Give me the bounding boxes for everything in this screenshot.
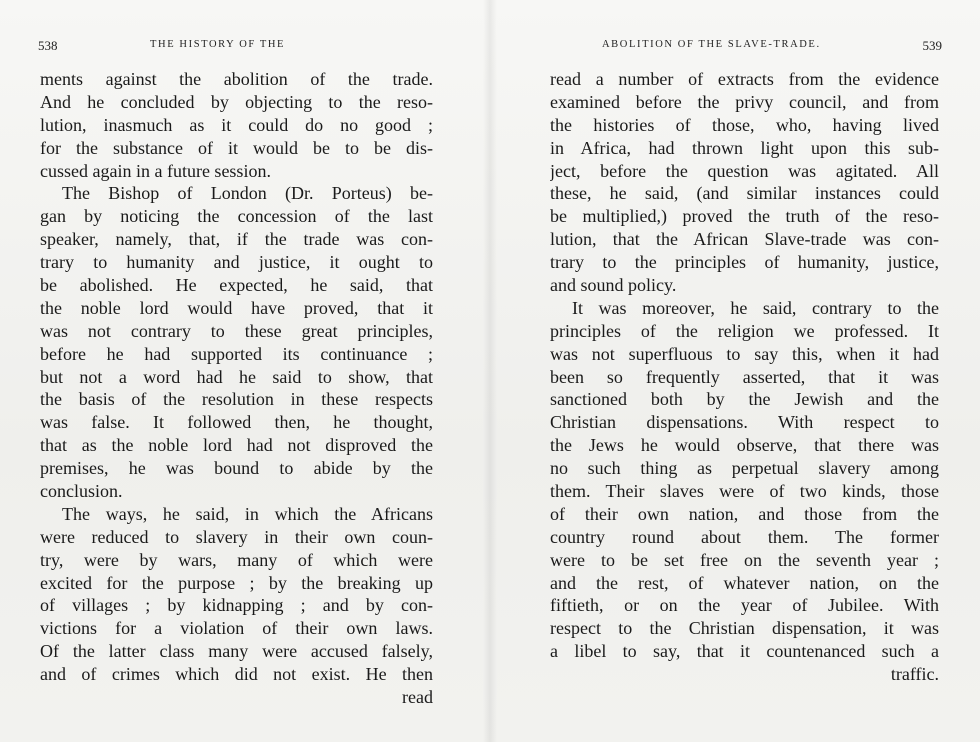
text-line: these, he said, (and similar instances could	[550, 183, 939, 204]
text-line: conclusion.	[40, 481, 123, 502]
text-line: respect to the Christian dispensation, it was	[550, 618, 939, 639]
text-line: was false. It followed then, he thought,	[40, 412, 433, 433]
text-line: been so frequently asserted, that it was	[550, 366, 939, 387]
text-line: ject, before the question was agitated. All	[550, 160, 939, 181]
text-line: and the rest, of whatever nation, on the	[550, 572, 939, 593]
text-line: trary to the principles of humanity, justice,	[550, 252, 939, 273]
text-line: victions for a violation of their own laws.	[40, 618, 433, 639]
text-line: Of the latter class many were accused falsely,	[40, 641, 433, 662]
text-line: the histories of those, who, having lived	[550, 114, 939, 135]
text-line: be abolished. He expected, he said, that	[40, 275, 433, 296]
text-line: was not contrary to these great principles,	[40, 320, 433, 341]
text-line: the basis of the resolution in these respects	[40, 389, 433, 410]
text-line: principles of the religion we professed. It	[550, 320, 939, 341]
right-page-number: 539	[922, 38, 942, 53]
text-line: that as the noble lord had not disproved the	[40, 435, 433, 456]
text-line: before he had supported its continuance ;	[40, 343, 433, 364]
text-line: of villages ; by kidnapping ; and by con-	[40, 595, 433, 616]
text-line: the noble lord would have proved, that it	[40, 297, 433, 318]
right-page-header	[602, 38, 942, 56]
right-page-text	[550, 68, 939, 686]
text-line: And he concluded by objecting to the reso-	[40, 91, 433, 112]
text-line: fiftieth, or on the year of Jubilee. With	[550, 595, 939, 616]
text-line: no such thing as perpetual slavery among	[550, 458, 939, 479]
text-line: for the substance of it would be to be dis-	[40, 137, 433, 158]
text-line: in Africa, had thrown light upon this sub-	[550, 137, 939, 158]
text-line: was not superfluous to say this, when it had	[550, 343, 939, 364]
text-line: The ways, he said, in which the Africans	[62, 503, 433, 524]
left-page-header	[38, 38, 438, 56]
text-line: were reduced to slavery in their own coun-	[40, 526, 433, 547]
left-page-number: 538	[38, 38, 58, 53]
text-line: read	[402, 687, 433, 708]
text-line: sanctioned both by the Jewish and the	[550, 389, 939, 410]
text-line: examined before the privy council, and from	[550, 91, 939, 112]
text-line: lution, that the African Slave-trade was con-	[550, 229, 939, 250]
text-line: ments against the abolition of the trade.	[40, 69, 433, 89]
text-line: traffic.	[890, 664, 939, 685]
text-line: speaker, namely, that, if the trade was con-	[40, 229, 433, 250]
text-line: them. Their slaves were of two kinds, those	[550, 481, 939, 502]
text-line: read a number of extracts from the evidence	[550, 69, 939, 89]
text-line: The Bishop of London (Dr. Porteus) be-	[62, 183, 433, 204]
text-line: were to be set free on the seventh year ;	[550, 549, 939, 570]
text-line: It was moreover, he said, contrary to the	[572, 297, 939, 318]
text-line: but not a word had he said to show, that	[40, 366, 433, 387]
right-running-head: ABOLITION OF THE SLAVE-TRADE.	[602, 39, 821, 50]
right-page	[490, 0, 980, 742]
text-line: a libel to say, that it countenanced such a	[550, 641, 939, 662]
left-running-head: THE HISTORY OF THE	[150, 39, 286, 50]
text-line: Christian dispensations. With respect to	[550, 412, 939, 433]
text-line: excited for the purpose ; by the breaking up	[40, 572, 433, 593]
left-page-text	[40, 68, 433, 709]
text-line: try, were by wars, many of which were	[40, 549, 433, 570]
text-line: premises, he was bound to abide by the	[40, 458, 433, 479]
text-line: be multiplied,) proved the truth of the reso-	[550, 206, 939, 227]
text-line: country round about them. The former	[550, 526, 939, 547]
text-line: and of crimes which did not exist. He then	[40, 664, 433, 685]
text-line: cussed again in a future session.	[40, 160, 271, 181]
text-line: lution, inasmuch as it could do no good ;	[40, 114, 433, 135]
text-line: and sound policy.	[550, 275, 677, 296]
text-line: gan by noticing the concession of the last	[40, 206, 433, 227]
text-line: the Jews he would observe, that there was	[550, 435, 939, 456]
text-line: of their own nation, and those from the	[550, 503, 939, 524]
text-line: trary to humanity and justice, it ought to	[40, 252, 433, 273]
